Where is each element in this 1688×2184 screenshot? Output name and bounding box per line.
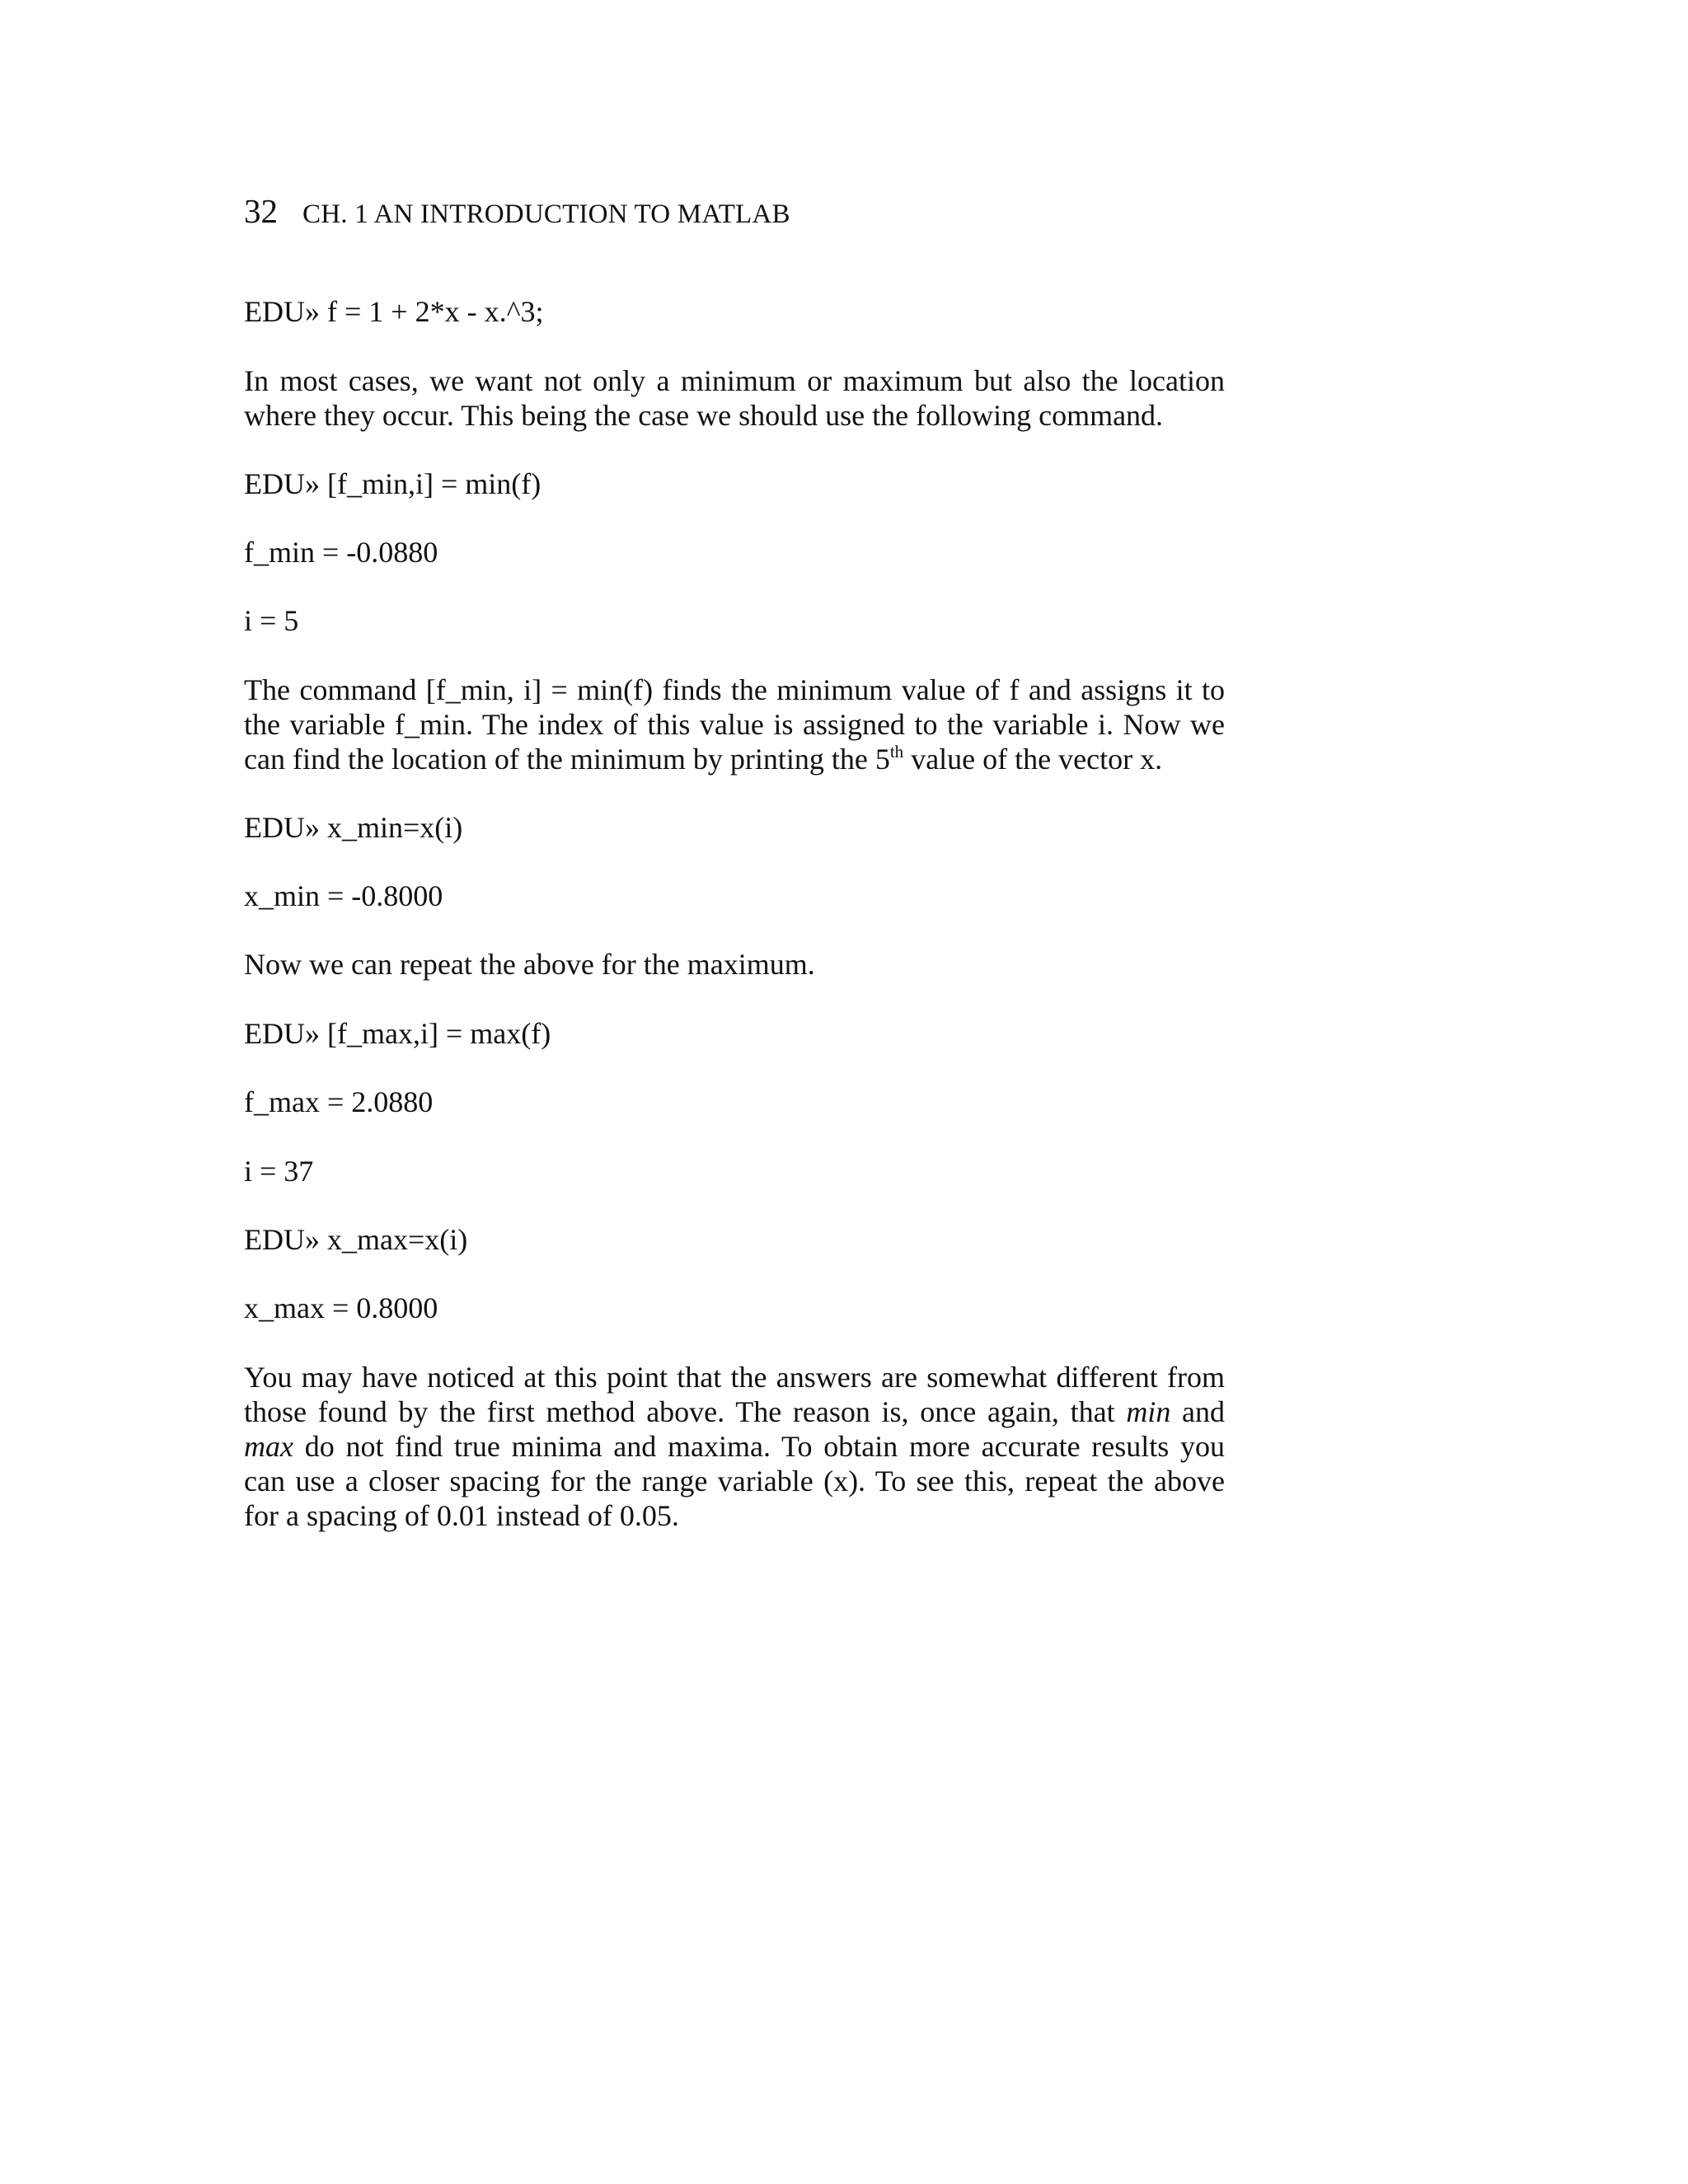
output-x-max: x_max = 0.8000: [244, 1291, 438, 1324]
command-f-definition: EDU» f = 1 + 2*x - x.^3;: [244, 295, 544, 328]
command-x-max: EDU» x_max=x(i): [244, 1223, 468, 1256]
output-f-min: f_min = -0.0880: [244, 536, 438, 569]
paragraph-line: the variable f_min. The index of this value is assigned to the variable i. Now we: [244, 708, 1225, 741]
output-i-5: i = 5: [244, 604, 299, 637]
superscript-th: th: [889, 742, 904, 762]
paragraph-accuracy-note: [244, 1360, 1225, 1533]
paragraph-line: for a spacing of 0.01 instead of 0.05.: [244, 1499, 679, 1532]
paragraph-line: In most cases, we want not only a minimum or maximum but also the location: [244, 364, 1225, 397]
paragraph-line: can find the location of the minimum by printing the 5th value of the vector x.: [244, 742, 1163, 776]
output-i-37: i = 37: [244, 1155, 314, 1188]
output-x-min: x_min = -0.8000: [244, 879, 443, 912]
italic-max: max: [244, 1430, 293, 1463]
paragraph-intro: [244, 363, 1225, 433]
paragraph-line: You may have noticed at this point that the answers are somewhat different from: [244, 1361, 1225, 1394]
paragraph-repeat-maximum: Now we can repeat the above for the maximum.: [244, 948, 815, 981]
paragraph-min-explanation: [244, 673, 1225, 776]
command-max: EDU» [f_max,i] = max(f): [244, 1017, 551, 1050]
paragraph-line: can use a closer spacing for the range variable (x). To see this, repeat the above: [244, 1465, 1225, 1497]
paragraph-line: where they occur. This being the case we should use the following command.: [244, 399, 1164, 432]
paragraph-line: max do not find true minima and maxima. To obtain more accurate results you: [244, 1430, 1225, 1463]
running-head: CH. 1 AN INTRODUCTION TO MATLAB: [302, 199, 790, 229]
output-f-max: f_max = 2.0880: [244, 1085, 434, 1118]
command-x-min: EDU» x_min=x(i): [244, 811, 463, 844]
paragraph-line: those found by the first method above. The reason is, once again, that min and: [244, 1395, 1226, 1428]
italic-min: min: [1126, 1395, 1171, 1428]
page-header: [244, 194, 790, 228]
page-number: 32: [244, 192, 278, 230]
paragraph-line: The command [f_min, i] = min(f) finds the minimum value of f and assigns it to: [244, 673, 1225, 706]
command-min: EDU» [f_min,i] = min(f): [244, 467, 542, 500]
